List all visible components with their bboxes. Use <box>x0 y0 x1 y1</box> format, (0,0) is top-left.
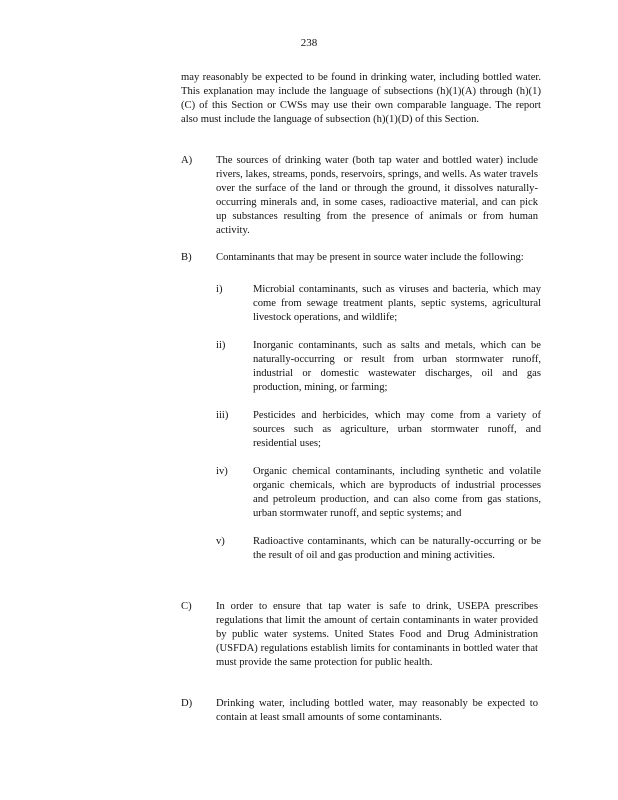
list-item <box>216 339 541 395</box>
section-b <box>181 251 541 577</box>
section-text: In order to ensure that tap water is safe to drink, USEPA prescribes regulations that limit the amount of certain contaminants in water provided by public water systems. United States Food and Drug Administration (USFDA) regulations establish limits for contaminants in bottled water that must provide the same protection for public health. <box>216 601 538 668</box>
list-item-text: Organic chemical contaminants, including synthetic and volatile organic chemicals, which are byproducts of industrial processes and petroleum production, and can also come from gas stations, urban stormwater runoff, and septic systems; and <box>253 466 541 519</box>
section-label: B) <box>181 252 192 263</box>
page-number: 238 <box>300 37 318 49</box>
list-item <box>216 283 541 325</box>
list-item-label: iii) <box>216 410 229 421</box>
contaminant-list <box>216 283 541 563</box>
section-text: Drinking water, including bottled water, may reasonably be expected to contain at least small amounts of some contaminants. <box>216 698 538 723</box>
section-d <box>181 697 541 725</box>
section-label: A) <box>181 155 193 166</box>
section-a <box>181 154 541 238</box>
list-item-label: iv) <box>216 466 228 477</box>
section-text: Contaminants that may be present in source water include the following: <box>216 252 524 263</box>
list-item-text: Inorganic contaminants, such as salts and metals, which can be naturally-occurring or result from urban stormwater runoff, industrial or domestic wastewater discharges, oil and gas production, mining, or farming; <box>253 340 541 393</box>
section-text: The sources of drinking water (both tap water and bottled water) include rivers, lakes, streams, ponds, reservoirs, springs, and wells. As water travels over the surface of the land or through the ground, it dissolves naturally-occurring minerals and, in some cases, radioactive material, and can pick up substances resulting from the presence of animals or from human activity. <box>216 155 538 236</box>
list-item-text: Microbial contaminants, such as viruses and bacteria, which may come from sewage treatment plants, septic systems, agricultural livestock operations, and wildlife; <box>253 284 541 323</box>
section-label: D) <box>181 698 193 709</box>
list-item-label: ii) <box>216 340 226 351</box>
list-item <box>216 465 541 521</box>
list-item-label: v) <box>216 536 225 547</box>
list-item <box>216 409 541 451</box>
list-item-label: i) <box>216 284 223 295</box>
section-c <box>181 600 541 670</box>
list-item <box>216 535 541 563</box>
list-item-text: Pesticides and herbicides, which may come from a variety of sources such as agriculture, urban stormwater runoff, and residential uses; <box>253 410 541 449</box>
section-label: C) <box>181 601 192 612</box>
intro-paragraph: may reasonably be expected to be found in drinking water, including bottled water. This explanation may include the language of subsections (h)(1)(A) through (h)(1)(C) of this Section or CWSs may use their own comparable language. The report also must include the language of subsection (h)(1)(D) of this Section. <box>181 72 541 125</box>
list-item-text: Radioactive contaminants, which can be naturally-occurring or be the result of oil and gas production and mining activities. <box>253 536 541 561</box>
